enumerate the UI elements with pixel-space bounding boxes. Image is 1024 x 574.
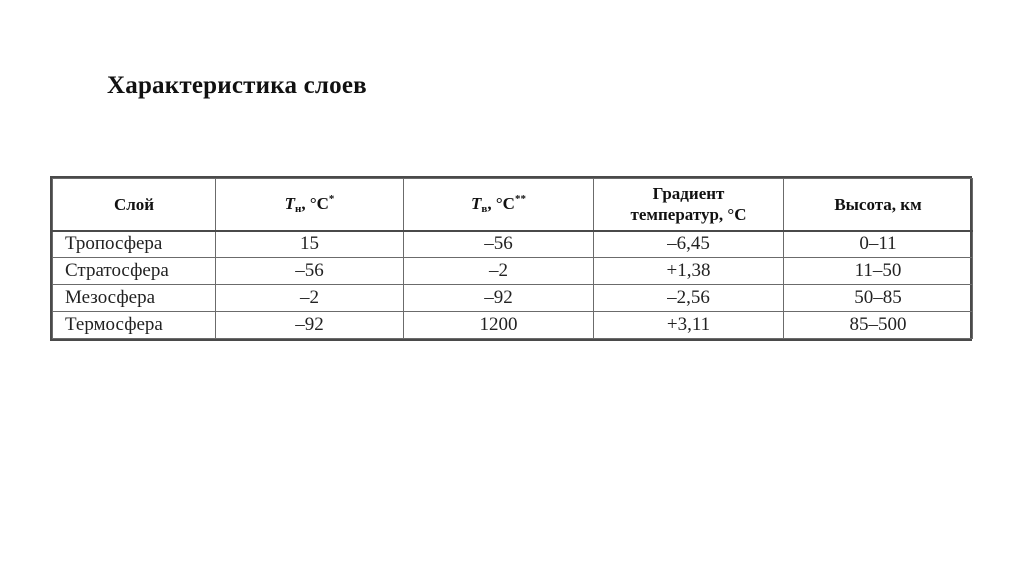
cell-layer: Стратосфера <box>53 258 216 285</box>
cell-layer: Тропосфера <box>53 231 216 258</box>
cell-gradient: –2,56 <box>594 285 784 312</box>
header-gradient <box>594 179 784 231</box>
t-top-subscript: в <box>481 202 488 215</box>
cell-t-top: –92 <box>404 285 594 312</box>
cell-height: 11–50 <box>784 258 973 285</box>
layers-table <box>50 176 972 341</box>
table-header-row <box>53 179 973 231</box>
cell-layer: Термосфера <box>53 312 216 339</box>
cell-t-bottom: –2 <box>216 285 404 312</box>
cell-height: 50–85 <box>784 285 973 312</box>
cell-gradient: +3,11 <box>594 312 784 339</box>
t-top-symbol: T <box>471 193 482 213</box>
header-t-top <box>404 179 594 231</box>
cell-height: 85–500 <box>784 312 973 339</box>
t-top-mark: ** <box>514 192 526 205</box>
cell-t-bottom: –56 <box>216 258 404 285</box>
header-t-bottom <box>216 179 404 231</box>
cell-t-bottom: –92 <box>216 312 404 339</box>
t-bottom-mark: * <box>328 192 335 205</box>
header-layer: Слой <box>53 179 216 231</box>
cell-gradient: –6,45 <box>594 231 784 258</box>
slide-title: Характеристика слоев <box>107 72 367 99</box>
gradient-line-1: Градиент <box>652 184 725 204</box>
cell-gradient: +1,38 <box>594 258 784 285</box>
header-height: Высота, км <box>784 179 973 231</box>
t-bottom-symbol: T <box>284 193 295 213</box>
cell-t-top: –56 <box>404 231 594 258</box>
table-row <box>53 285 973 312</box>
t-top-unit: , °C <box>487 193 515 213</box>
table-row <box>53 258 973 285</box>
cell-height: 0–11 <box>784 231 973 258</box>
gradient-line-2: температур, °C <box>630 205 747 225</box>
cell-t-top: –2 <box>404 258 594 285</box>
cell-t-top: 1200 <box>404 312 594 339</box>
t-bottom-unit: , °C <box>301 193 329 213</box>
cell-t-bottom: 15 <box>216 231 404 258</box>
table-row <box>53 231 973 258</box>
cell-layer: Мезосфера <box>53 285 216 312</box>
t-bottom-subscript: н <box>294 202 302 215</box>
table-row <box>53 312 973 339</box>
